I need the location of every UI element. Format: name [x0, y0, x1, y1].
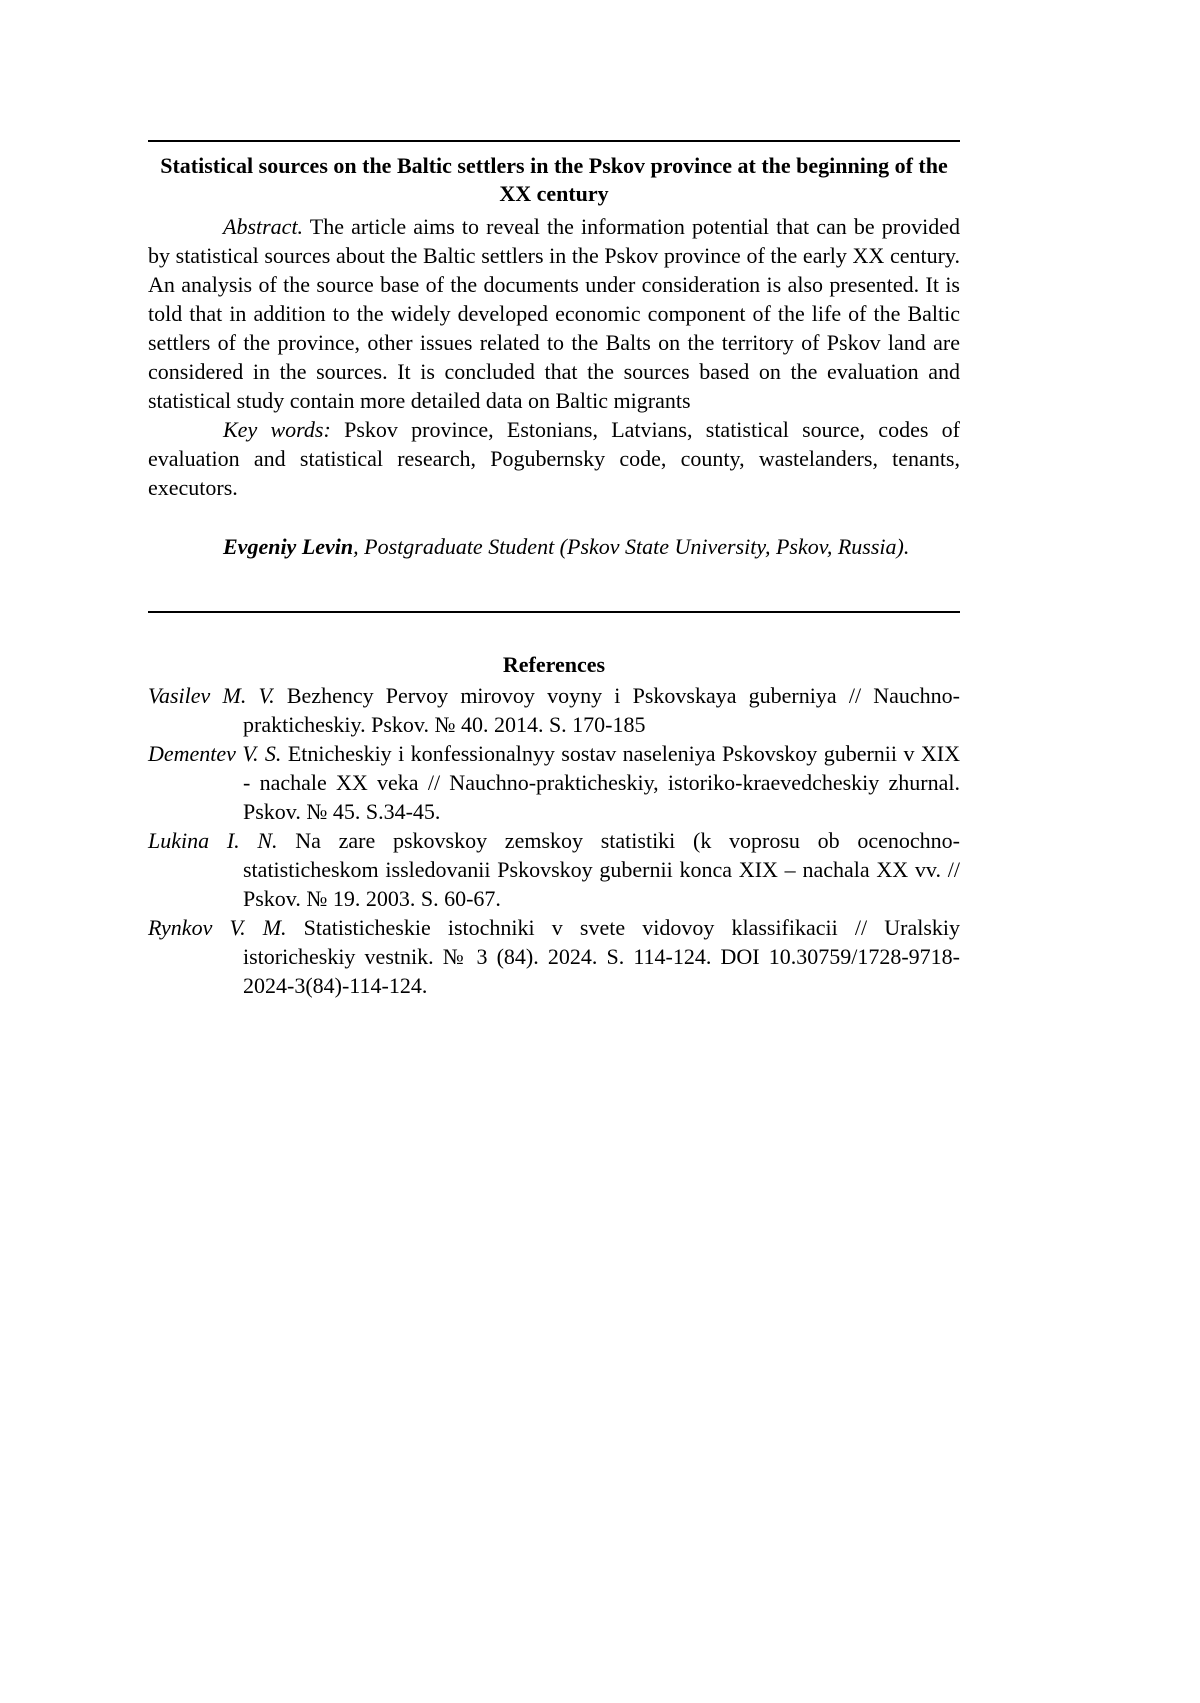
reference-text: Etnicheskiy i konfessionalnyy sostav naseleniya Pskovskoy gubernii v XIX - nachale XX veka // Nauchno-prakticheskiy, istoriko-kraevedcheskiy zhurnal. Pskov. № 45. S.34-45. [243, 741, 960, 824]
section-divider-rule [148, 611, 960, 613]
abstract-text: The article aims to reveal the information potential that can be provided by statistical sources about the Baltic settlers in the Pskov province of the early XX century. An analysis of the source base of the documents under consideration is also presented. It is told that in addition to the widely developed economic component of the life of the Baltic settlers of the province, other issues related to the Balts on the territory of Pskov land are considered in the sources. It is concluded that the sources based on the evaluation and statistical study contain more detailed data on Baltic migrants [148, 214, 960, 413]
paper-title: Statistical sources on the Baltic settlers in the Pskov province at the beginning of the XX century [160, 153, 948, 206]
author-paragraph [148, 532, 960, 561]
reference-item [148, 826, 960, 913]
reference-author: Lukina I. N. [148, 828, 278, 853]
author-affiliation: , Postgraduate Student (Pskov State University, Pskov, Russia). [353, 534, 910, 559]
keywords-text: Pskov province, Estonians, Latvians, statistical source, codes of evaluation and statistical research, Pogubernsky code, county, wastelanders, tenants, executors. [148, 417, 961, 500]
reference-item [148, 739, 960, 826]
reference-author: Rynkov V. M. [148, 915, 287, 940]
reference-text: Bezhency Pervoy mirovoy voyny i Pskovskaya guberniya // Nauchno-prakticheskiy. Pskov. № 40. 2014. S. 170-185 [243, 683, 961, 737]
keywords-label: Key words: [223, 417, 331, 442]
reference-text: Statisticheskie istochniki v svete vidovoy klassifikacii // Uralskiy istoricheskiy vestnik. № 3 (84). 2024. S. 114-124. DOI 10.30759/1728-9718-2024-3(84)-114-124. [243, 915, 960, 998]
reference-item [148, 913, 960, 1000]
keywords-paragraph [148, 415, 960, 502]
references-heading: References [502, 652, 606, 677]
author-name: Evgeniy Levin [223, 534, 354, 559]
abstract-label: Abstract. [223, 214, 304, 239]
reference-author: Vasilev M. V. [148, 683, 275, 708]
references-list [148, 681, 960, 1000]
top-rule [148, 140, 960, 142]
reference-item [148, 681, 960, 739]
reference-author: Dementev V. S. [148, 741, 282, 766]
page-content [148, 140, 960, 1000]
reference-text: Na zare pskovskoy zemskoy statistiki (k voprosu ob ocenochno-statisticheskom issledovanii Pskovskoy gubernii konca XIX – nachala XX vv. // Pskov. № 19. 2003. S. 60-67. [243, 828, 960, 911]
abstract-paragraph [148, 212, 960, 415]
